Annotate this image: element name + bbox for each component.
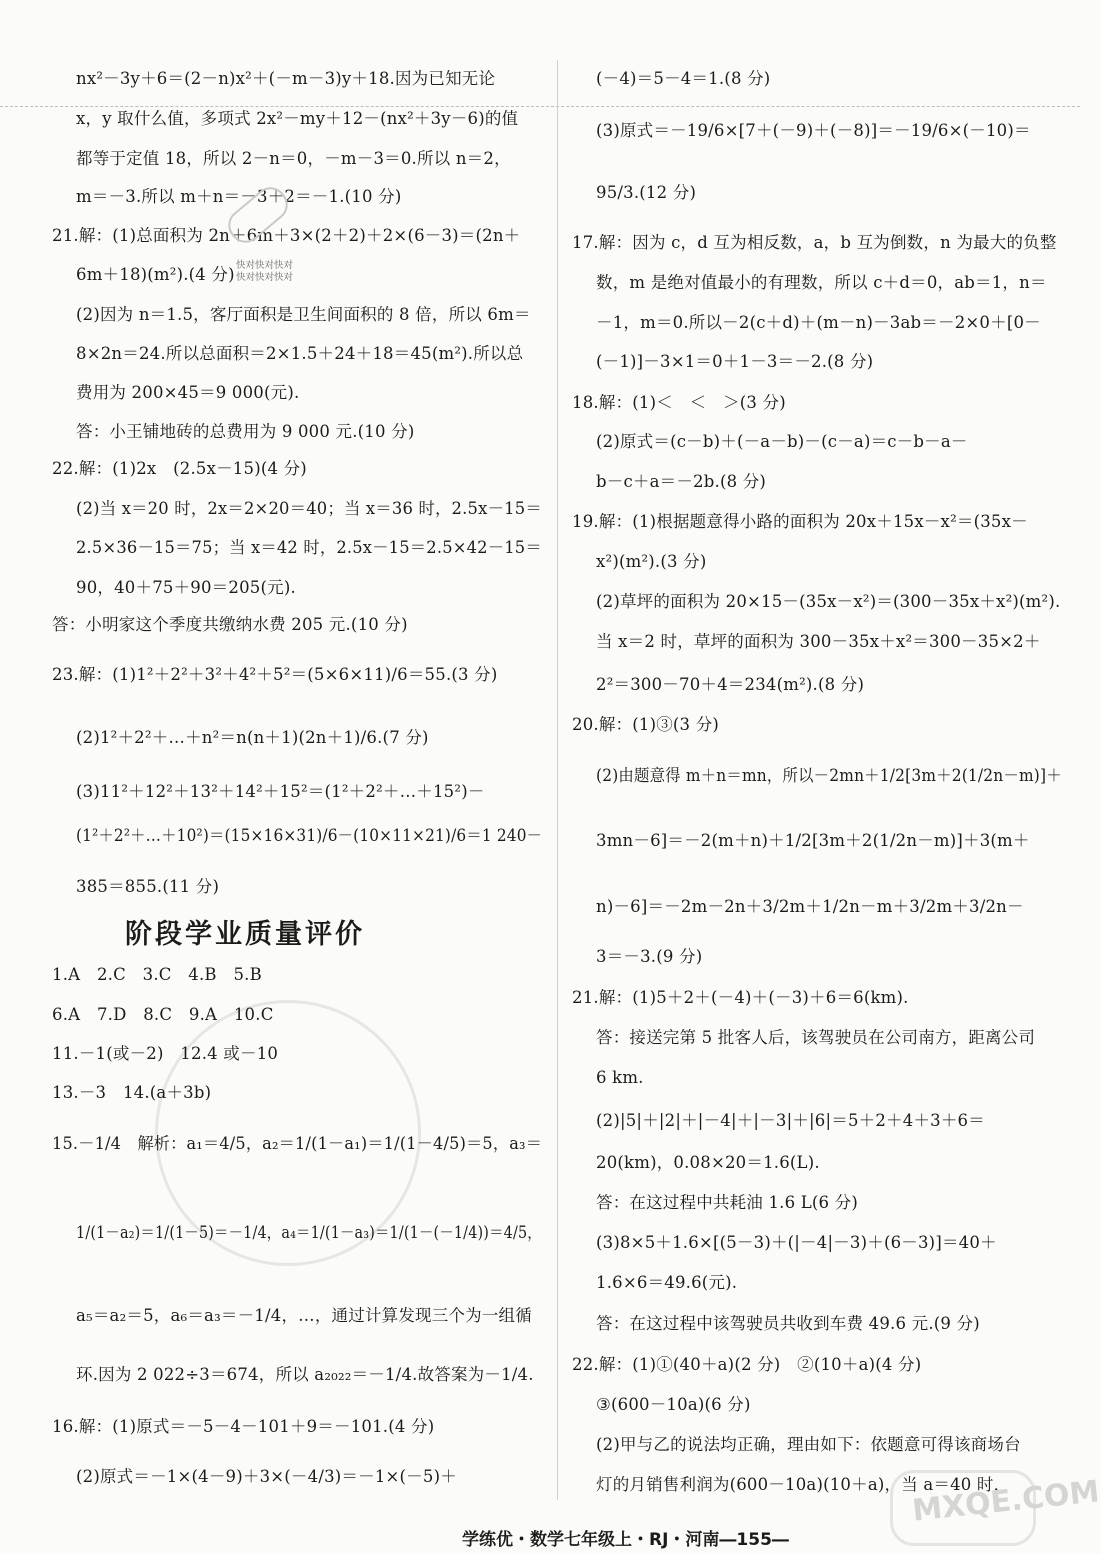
watermark: MXQE.COM: [910, 1474, 1101, 1529]
left-text-line: 90，40＋75＋90＝205(元).: [76, 578, 296, 597]
right-text-line: 答：在这过程中共耗油 1.6 L(6 分): [596, 1193, 859, 1212]
right-text-line: 22.解：(1)①(40＋a)(2 分) ②(10＋a)(4 分): [572, 1355, 922, 1374]
section-heading: 阶段学业质量评价: [125, 919, 365, 950]
left-text-line: 22.解：(1)2x (2.5x－15)(4 分): [52, 459, 307, 478]
left-text-line: 6.A 7.D 8.C 9.A 10.C: [52, 1005, 274, 1024]
left-text-line: 16.解：(1)原式＝－5－4－101＋9＝－101.(4 分): [52, 1417, 435, 1436]
right-text-line: 3＝－3.(9 分): [596, 947, 703, 966]
left-text-line: a₅＝a₂＝5，a₆＝a₃＝－1/4，…，通过计算发现三个为一组循: [76, 1306, 532, 1325]
stamp-text: 快对快对快对 快对快对快对: [236, 260, 294, 283]
right-text-line: (2)草坪的面积为 20×15－(35x－x²)＝(300－35x＋x²)(m²).: [596, 592, 1061, 611]
right-text-line: (2)原式＝(c－b)＋(－a－b)－(c－a)＝c－b－a－: [596, 432, 968, 451]
right-text-line: 答：在这过程中该驾驶员共收到车费 49.6 元.(9 分): [596, 1314, 980, 1333]
right-text-line: 2²＝300－70＋4＝234(m²).(8 分): [596, 675, 865, 694]
left-text-line: 23.解：(1)1²＋2²＋3²＋4²＋5²＝(5×6×11)/6＝55.(3 分): [52, 665, 498, 684]
right-text-line: 95/3.(12 分): [596, 183, 697, 202]
left-text-line: 8×2n＝24.所以总面积＝2×1.5＋24＋18＝45(m²).所以总: [76, 344, 524, 363]
right-text-line: (－4)＝5－4＝1.(8 分): [596, 69, 771, 88]
right-text-line: n)－6]＝－2m－2n＋3/2m＋1/2n－m＋3/2m＋3/2n－: [596, 897, 1024, 916]
left-text-line: 2.5×36－15＝75；当 x＝42 时，2.5x－15＝2.5×42－15＝: [76, 538, 542, 557]
left-text-line: 环.因为 2 022÷3＝674，所以 a₂₀₂₂＝－1/4.故答案为－1/4.: [76, 1365, 534, 1384]
right-text-line: 21.解：(1)5＋2＋(－4)＋(－3)＋6＝6(km).: [572, 988, 909, 1007]
right-text-line: 答：接送完第 5 批客人后，该驾驶员在公司南方，距离公司: [596, 1028, 1036, 1047]
left-text-line: (3)11²＋12²＋13²＋14²＋15²＝(1²＋2²＋…＋15²)－: [76, 782, 485, 801]
right-text-line: 18.解：(1)＜ ＜ ＞(3 分): [572, 393, 786, 412]
right-text-line: 6 km.: [596, 1068, 644, 1087]
right-text-line: (2)甲与乙的说法均正确，理由如下：依题意可得该商场台: [596, 1435, 1021, 1454]
left-text-line: (2)因为 n＝1.5，客厅面积是卫生间面积的 8 倍，所以 6m＝: [76, 305, 531, 324]
right-text-line: 20(km)，0.08×20＝1.6(L).: [596, 1153, 820, 1172]
left-text-line: m＝－3.所以 m＋n＝－3＋2＝－1.(10 分): [76, 187, 402, 206]
left-text-line: 答：小明家这个季度共缴纳水费 205 元.(10 分): [52, 615, 408, 634]
right-text-line: x²)(m²).(3 分): [596, 552, 707, 571]
right-text-line: 当 x＝2 时，草坪的面积为 300－35x＋x²＝300－35×2＋: [596, 632, 1041, 651]
right-text-line: 17.解：因为 c，d 互为相反数，a，b 互为倒数，n 为最大的负整: [572, 233, 1057, 252]
left-text-line: 385＝855.(11 分): [76, 877, 220, 896]
right-text-line: 19.解：(1)根据题意得小路的面积为 20x＋15x－x²＝(35x－: [572, 512, 1028, 531]
left-text-line: 1.A 2.C 3.C 4.B 5.B: [52, 965, 262, 984]
right-text-line: 数，m 是绝对值最小的有理数，所以 c＋d＝0，ab＝1，n＝: [596, 273, 1047, 292]
right-text-line: b－c＋a＝－2b.(8 分): [596, 472, 767, 491]
left-text-line: 费用为 200×45＝9 000(元).: [76, 383, 300, 402]
right-text-line: (3)原式＝－19/6×[7＋(－9)＋(－8)]＝－19/6×(－10)＝: [596, 121, 1031, 140]
left-text-line: 1/(1－a₂)＝1/(1－5)＝－1/4，a₄＝1/(1－a₃)＝1/(1－(－1/4))＝4/5，: [76, 1223, 542, 1242]
top-divider: [0, 106, 1080, 107]
right-text-line: 3mn－6]＝－2(m＋n)＋1/2[3m＋2(1/2n－m)]＋3(m＋: [596, 831, 1030, 850]
left-text-line: x，y 取什么值，多项式 2x²－my＋12－(nx²＋3y－6)的值: [76, 109, 519, 128]
right-text-line: 灯的月销售利润为(600－10a)(10＋a)，当 a＝40 时，: [596, 1475, 1011, 1494]
left-text-line: 11.－1(或－2) 12.4 或－10: [52, 1044, 279, 1063]
right-text-line: ③(600－10a)(6 分): [596, 1395, 751, 1414]
right-text-line: (3)8×5＋1.6×[(5－3)＋(|－4|－3)＋(6－3)]＝40＋: [596, 1233, 997, 1252]
right-text-line: －1，m＝0.所以－2(c＋d)＋(m－n)－3ab＝－2×0＋[0－: [596, 313, 1041, 332]
left-text-line: 13.－3 14.(a＋3b): [52, 1083, 212, 1102]
right-text-line: 1.6×6＝49.6(元).: [596, 1273, 738, 1292]
left-text-line: (2)原式＝－1×(4－9)＋3×(－4/3)＝－1×(－5)＋: [76, 1467, 457, 1486]
right-text-line: (2)由题意得 m＋n＝mn，所以－2mn＋1/2[3m＋2(1/2n－m)]＋: [596, 766, 1062, 785]
right-text-line: (－1)]－3×1＝0＋1－3＝－2.(8 分): [596, 352, 874, 371]
left-text-line: 6m＋18)(m²).(4 分): [76, 265, 235, 284]
left-text-line: nx²－3y＋6＝(2－n)x²＋(－m－3)y＋18.因为已知无论: [76, 69, 496, 88]
left-text-line: 都等于定值 18，所以 2－n＝0，－m－3＝0.所以 n＝2，: [76, 149, 511, 168]
left-text-line: 答：小王铺地砖的总费用为 9 000 元.(10 分): [76, 422, 415, 441]
right-text-line: 20.解：(1)③(3 分): [572, 715, 720, 734]
left-text-line: (2)1²＋2²＋…＋n²＝n(n＋1)(2n＋1)/6.(7 分): [76, 728, 429, 747]
page-footer: 学练优・数学七年级上・RJ・河南―155―: [462, 1530, 789, 1550]
column-divider: [557, 60, 558, 1500]
right-text-line: (2)|5|＋|2|＋|－4|＋|－3|＋|6|＝5＋2＋4＋3＋6＝: [596, 1111, 985, 1130]
left-text-line: (1²＋2²＋…＋10²)＝(15×16×31)/6－(10×11×21)/6＝1 240－: [76, 826, 543, 845]
left-text-line: (2)当 x＝20 时，2x＝2×20＝40；当 x＝36 时，2.5x－15＝: [76, 499, 542, 518]
left-text-line: 15.－1/4 解析：a₁＝4/5，a₂＝1/(1－a₁)＝1/(1－4/5)＝5，a₃＝: [52, 1134, 543, 1153]
left-text-line: 21.解：(1)总面积为 2n＋6m＋3×(2＋2)＋2×(6－3)＝(2n＋: [52, 226, 521, 245]
